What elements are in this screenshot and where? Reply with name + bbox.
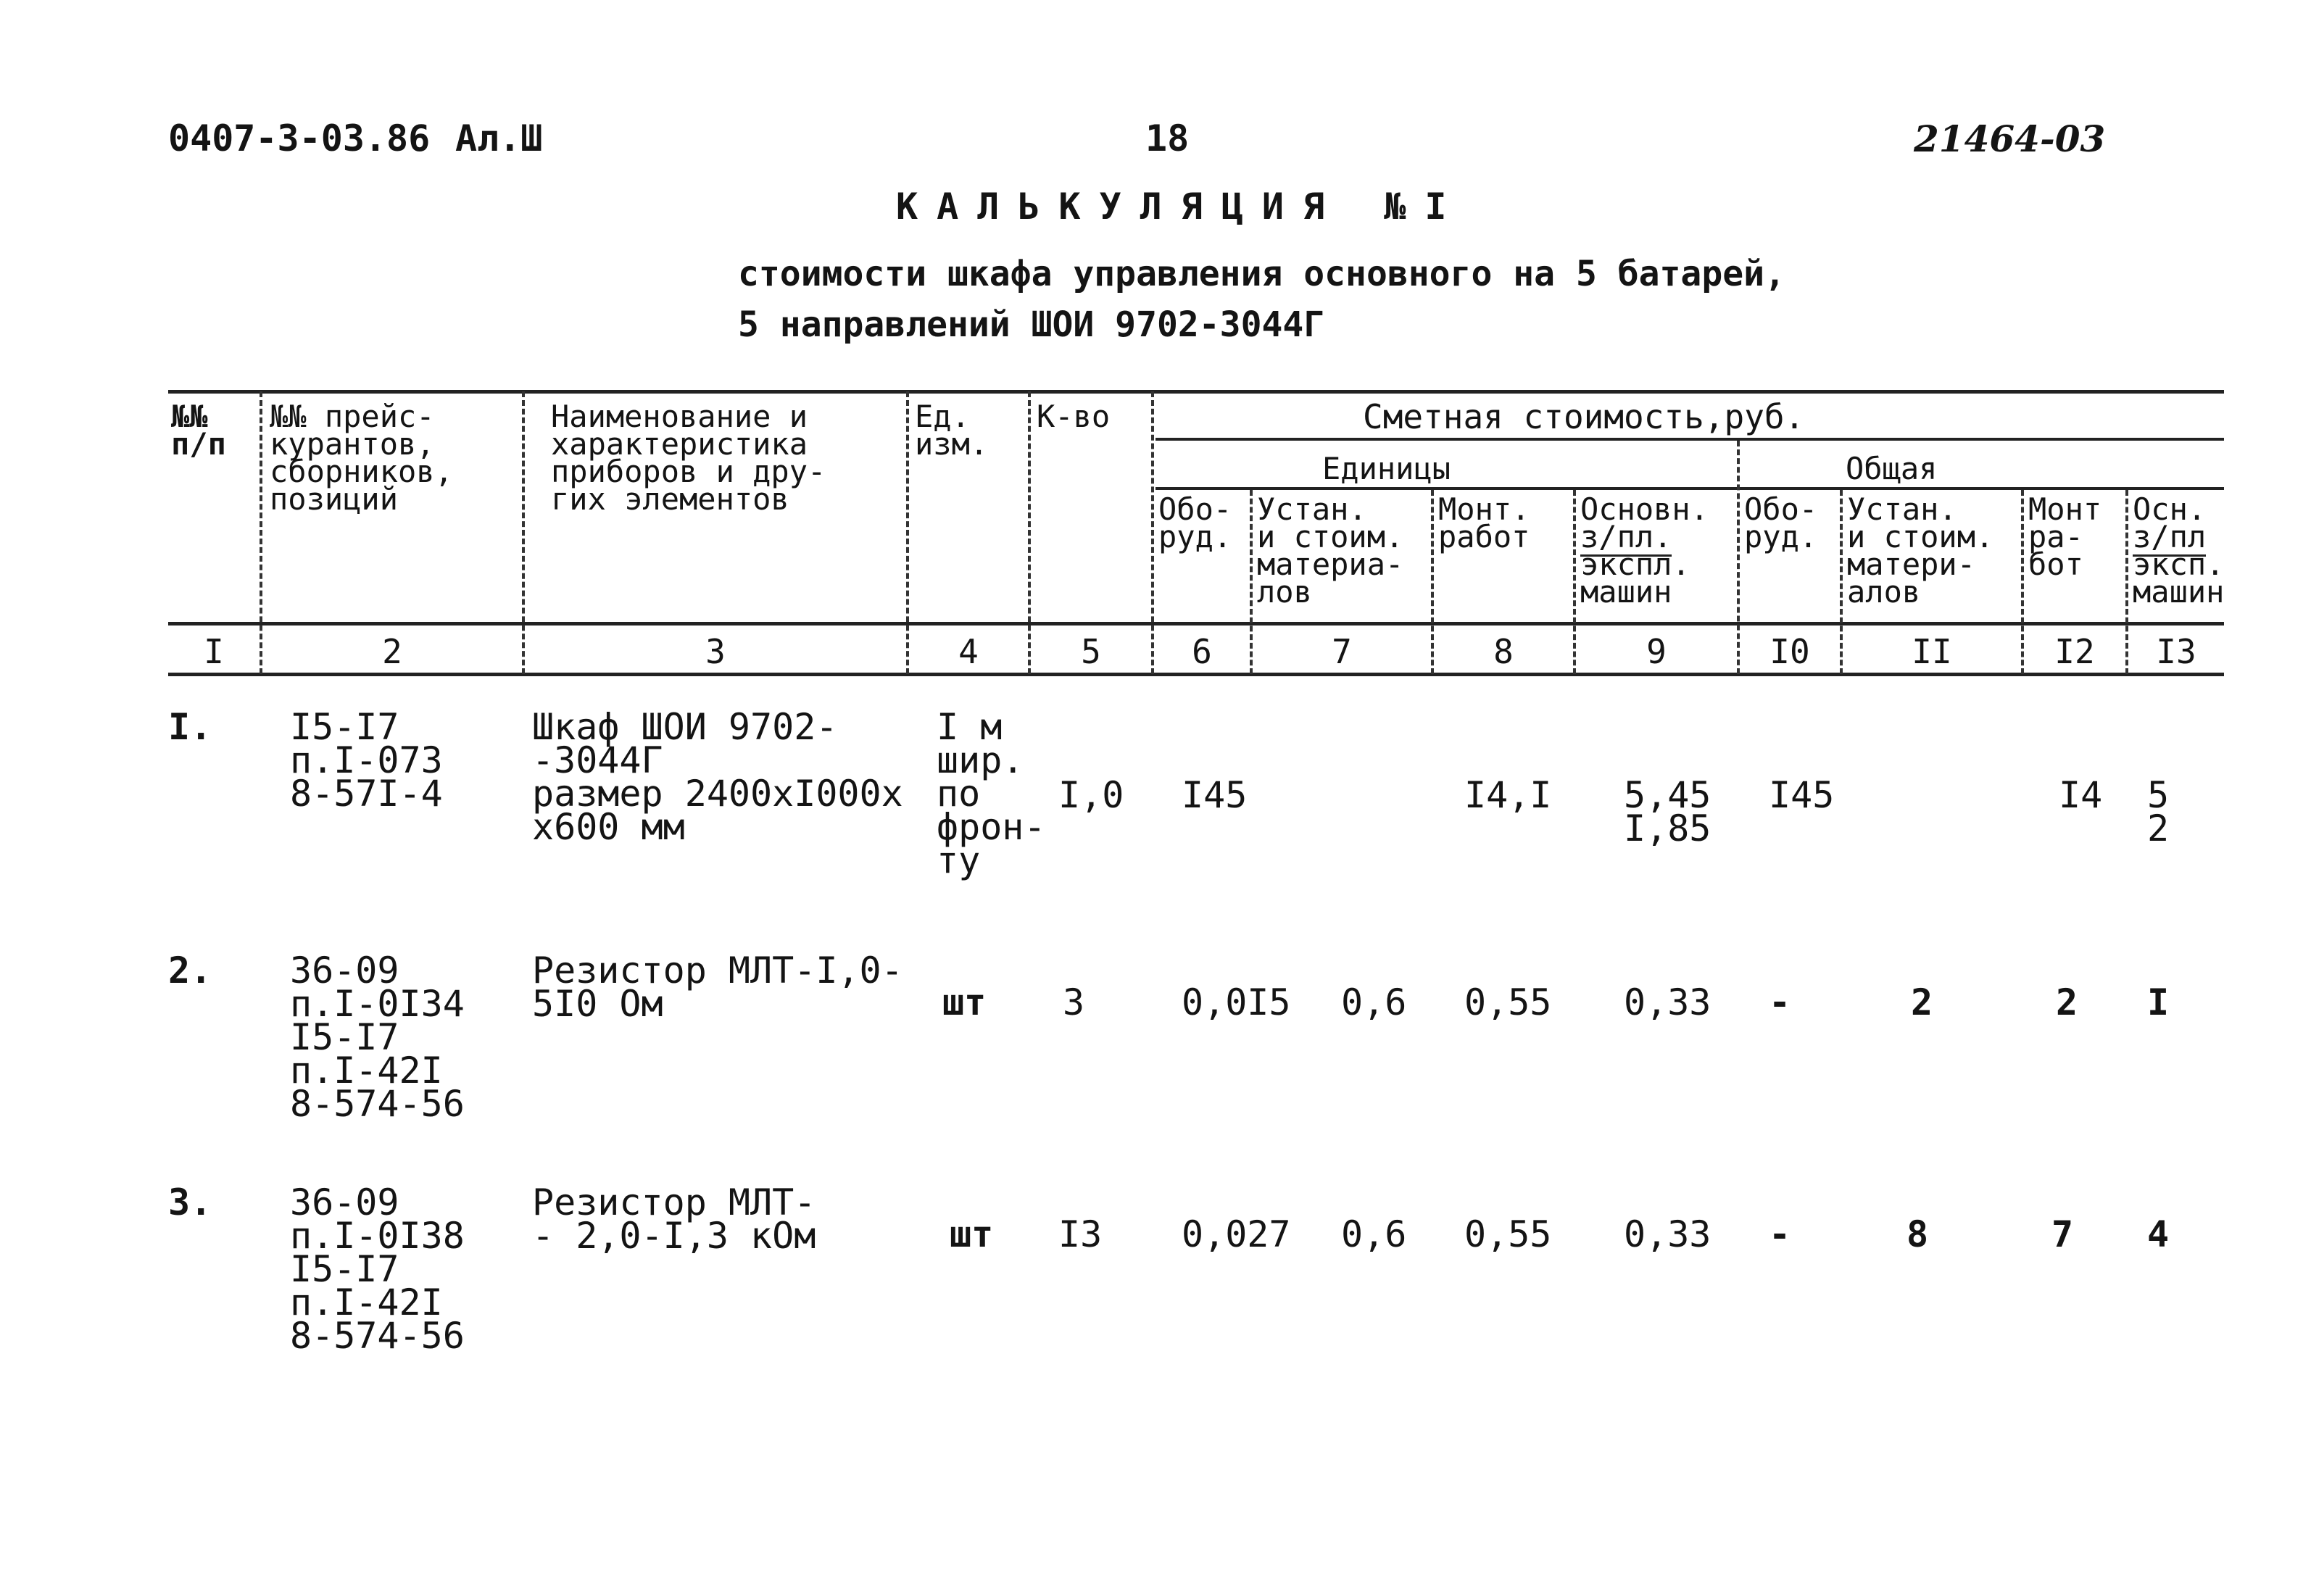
inventory-number: 21464-03 [1914, 117, 2106, 160]
row-unit-mounting: 0,55 [1464, 981, 1552, 1023]
row-item-name: Резистор МЛТ- - 2,0-I,3 кОм [532, 1181, 816, 1257]
col-header-total-wage-line-2: з/пл [2133, 519, 2206, 557]
numbers-bottom-rule [168, 673, 2224, 676]
row-total-mounting: 2 [2056, 981, 2078, 1023]
row-unit-equipment: I45 [1182, 774, 1248, 816]
col-number: 5 [1081, 632, 1101, 671]
document-code: 0407-3-03.86 [168, 117, 431, 159]
row-quantity: I,0 [1058, 774, 1124, 816]
row-item-name: Шкаф ШОИ 9702- -3044Г размер 2400хI000х х600 мм [532, 706, 903, 848]
group-header-rule [1156, 438, 2224, 441]
row-total-equipment: I45 [1769, 774, 1835, 816]
col-number: II [1912, 632, 1952, 671]
col-header-total-install: Устан. и стоим. матери- алов [1847, 491, 1994, 610]
col-number: 3 [705, 632, 726, 671]
row-unit-mounting: 0,55 [1464, 1213, 1552, 1255]
row-unit-equipment: 0,027 [1182, 1213, 1291, 1255]
col-number: I3 [2156, 632, 2196, 671]
row-total-equipment: - [1769, 981, 1791, 1023]
row-pricelist-refs: 36-09 п.I-0I34 I5-I7 п.I-42I 8-574-56 [290, 949, 465, 1125]
row-unit-equipment: 0,0I5 [1182, 981, 1291, 1023]
col-header-quantity: К-во [1037, 399, 1111, 434]
col-header-total-wage-line-1: Осн. [2133, 491, 2207, 527]
row-unit-install: 0,6 [1341, 1213, 1407, 1255]
col-header-total-wage-line-4: машин [2133, 574, 2225, 610]
col-header-unit-wage-line-2: з/пл. [1580, 519, 1672, 557]
row-number: I. [168, 706, 212, 748]
col-header-total-mounting: Монт ра- бот [2028, 491, 2102, 582]
col-header-unit-wage [1580, 491, 1709, 610]
unit-cost-header: Единицы [1322, 451, 1451, 486]
row-total-equipment: - [1769, 1213, 1791, 1255]
col-number: 8 [1493, 632, 1514, 671]
row-number: 2. [168, 949, 212, 992]
col-header-unit-mounting: Монт. работ [1438, 491, 1530, 554]
row-unit-install: 0,6 [1341, 981, 1407, 1023]
col-header-unit: Ед. изм. [915, 399, 989, 462]
row-item-name: Резистор МЛТ-I,0- 5I0 Ом [532, 949, 903, 1025]
subtitle-line-1: стоимости шкафа управления основного на 5 батарей, [738, 254, 1785, 294]
col-header-pricelist: №№ прейс- курантов, сборников, позиций [270, 399, 453, 517]
row-total-install: 8 [1907, 1213, 1929, 1255]
row-unit: шт [950, 1213, 994, 1255]
col-number: 7 [1332, 632, 1352, 671]
col-number: I0 [1769, 632, 1810, 671]
col-header-unit-wage-line-3: экспл. [1580, 546, 1690, 582]
row-unit-wage: 0,33 [1624, 1213, 1712, 1255]
col-header-unit-equipment: Обо- руд. [1158, 491, 1232, 554]
row-unit-mounting: I4,I [1464, 774, 1552, 816]
row-number: 3. [168, 1181, 212, 1223]
row-pricelist-refs: 36-09 п.I-0I38 I5-I7 п.I-42I 8-574-56 [290, 1181, 465, 1357]
col-number: 4 [958, 632, 979, 671]
row-total-wage: 4 [2147, 1213, 2170, 1255]
row-unit-wage: 5,45 I,85 [1624, 774, 1712, 849]
document-title: КАЛЬКУЛЯЦИЯ №I [896, 186, 1466, 228]
col-number: 9 [1646, 632, 1667, 671]
row-total-install: 2 [1911, 981, 1933, 1023]
row-pricelist-refs: I5-I7 п.I-073 8-57I-4 [290, 706, 443, 815]
row-unit: I м шир. по фрон- ту [937, 706, 1046, 881]
subtitle-line-2: 5 направлений ШОИ 9702-3044Г [738, 304, 1325, 345]
col-number: 6 [1192, 632, 1212, 671]
col-header-total-wage [2133, 491, 2225, 610]
row-total-mounting: I4 [2059, 774, 2103, 816]
header-bottom-rule [168, 622, 2224, 625]
col-header-unit-wage-line-1: Основн. [1580, 491, 1709, 527]
row-total-wage: I [2147, 981, 2170, 1023]
row-total-mounting: 7 [2051, 1213, 2074, 1255]
table-top-rule [168, 390, 2224, 394]
row-total-wage: 5 2 [2147, 774, 2170, 849]
col-header-name: Наименование и характеристика приборов и дру- гих элементов [551, 399, 826, 517]
col-number: 2 [382, 632, 402, 671]
sheet-label: Ал.Ш [455, 117, 543, 159]
col-header-unit-install: Устан. и стоим. материа- лов [1257, 491, 1404, 610]
col-header-unit-wage-line-4: машин [1580, 574, 1672, 610]
estimated-cost-header: Сметная стоимость,руб. [1363, 397, 1805, 436]
page-number: 18 [1145, 117, 1190, 159]
row-unit: шт [942, 981, 987, 1023]
row-quantity: 3 [1063, 981, 1085, 1023]
subgroup-rule [1156, 487, 2224, 490]
col-header-total-equipment: Обо- руд. [1744, 491, 1818, 554]
col-header-total-wage-line-3: эксп. [2133, 546, 2225, 582]
col-number: I [204, 632, 224, 671]
row-quantity: I3 [1058, 1213, 1103, 1255]
row-unit-wage: 0,33 [1624, 981, 1712, 1023]
col-number: I2 [2054, 632, 2095, 671]
col-header-number: №№ п/п [171, 399, 226, 462]
total-cost-header: Общая [1846, 451, 1938, 486]
